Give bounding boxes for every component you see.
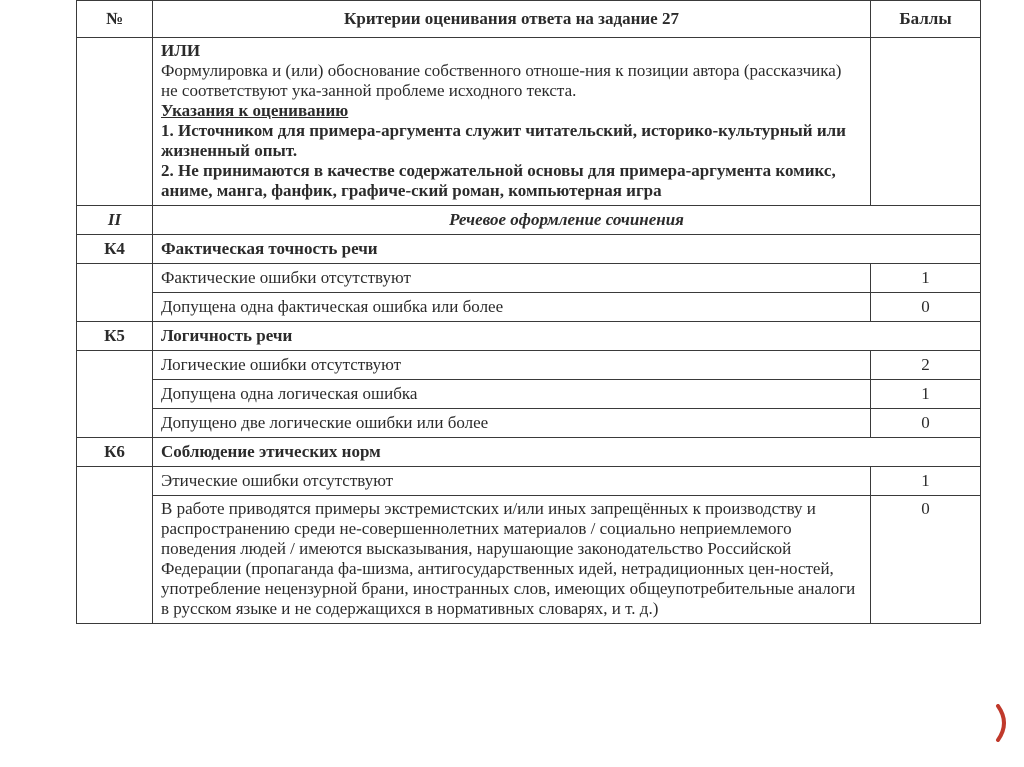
k5-row-1-text: Логические ошибки отсутствуют <box>153 351 871 380</box>
table-row <box>77 293 981 322</box>
criteria-table <box>76 0 981 624</box>
k4-row-2-points: 0 <box>871 293 981 322</box>
k4-num: К4 <box>77 235 153 264</box>
or-label: ИЛИ <box>161 41 201 60</box>
table-row <box>77 467 981 496</box>
table-header-row <box>77 1 981 38</box>
k6-empty-num <box>77 467 153 496</box>
k6-row-2-text: В работе приводятся примеры экстремистских и/или иных запрещённых к производству и распространению среди не-совершеннолетних материалов / социально неприемлемого поведения людей / имеются высказывания, нарушающие законодательство Российской Федерации (пропаганда фа-шизма, антигосударственных идей, нетрадиционных цен-ностей, употребление нецензурной брани, иностранных слов, имеющих общеупотребительные аналоги в русском языке и не содержащихся в нормативных словарях, и т. д.) <box>153 496 871 624</box>
k6-empty-num-2 <box>77 496 153 624</box>
k4-empty-num-2 <box>77 293 153 322</box>
k5-title-row <box>77 322 981 351</box>
k5-empty-num-2 <box>77 380 153 409</box>
table-row <box>77 409 981 438</box>
slide-decoration-icon <box>994 704 1012 742</box>
k5-row-2-points: 1 <box>871 380 981 409</box>
k4-row-1-text: Фактические ошибки отсутствуют <box>153 264 871 293</box>
table-row <box>77 496 981 624</box>
intro-num-cell <box>77 38 153 206</box>
k6-row-1-text: Этические ошибки отсутствуют <box>153 467 871 496</box>
k6-num: К6 <box>77 438 153 467</box>
header-criteria: Критерии оценивания ответа на задание 27 <box>153 1 871 38</box>
intro-text-cell <box>153 38 871 206</box>
table-row <box>77 351 981 380</box>
k5-row-1-points: 2 <box>871 351 981 380</box>
k4-row-1-points: 1 <box>871 264 981 293</box>
guidance-1: 1. Источником для примера-аргумента служит читательский, историко-культурный или жизненный опыт. <box>161 121 846 160</box>
k5-row-2-text: Допущена одна логическая ошибка <box>153 380 871 409</box>
k6-title-row <box>77 438 981 467</box>
or-text: Формулировка и (или) обоснование собственного отноше-ния к позиции автора (рассказчика) не соответствуют ука-занной проблеме исходного текста. <box>161 61 842 100</box>
table-row <box>77 380 981 409</box>
k5-empty-num-3 <box>77 409 153 438</box>
k5-title: Логичность речи <box>153 322 981 351</box>
k4-empty-num <box>77 264 153 293</box>
k6-row-2-points: 0 <box>871 496 981 624</box>
k5-empty-num <box>77 351 153 380</box>
k5-row-3-text: Допущено две логические ошибки или более <box>153 409 871 438</box>
header-num: № <box>77 1 153 38</box>
k4-title-row <box>77 235 981 264</box>
k4-row-2-text: Допущена одна фактическая ошибка или более <box>153 293 871 322</box>
header-points: Баллы <box>871 1 981 38</box>
k6-title: Соблюдение этических норм <box>153 438 981 467</box>
intro-row <box>77 38 981 206</box>
section-ii-title: Речевое оформление сочинения <box>153 206 981 235</box>
k5-num: К5 <box>77 322 153 351</box>
section-ii-row <box>77 206 981 235</box>
table-row <box>77 264 981 293</box>
k4-title: Фактическая точность речи <box>153 235 981 264</box>
section-ii-num: II <box>77 206 153 235</box>
criteria-sheet <box>76 0 980 767</box>
k6-row-1-points: 1 <box>871 467 981 496</box>
guidance-title: Указания к оцениванию <box>161 101 349 120</box>
k5-row-3-points: 0 <box>871 409 981 438</box>
intro-points-cell <box>871 38 981 206</box>
guidance-2: 2. Не принимаются в качестве содержательной основы для примера-аргумента комикс, аниме, манга, фанфик, графиче-ский роман, компьютерная игра <box>161 161 836 200</box>
